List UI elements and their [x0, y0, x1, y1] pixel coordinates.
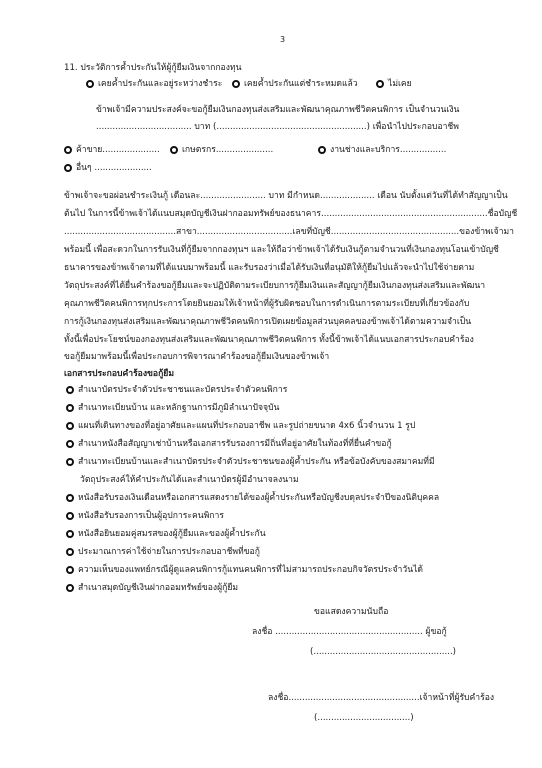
occupation-farmer[interactable]: เกษตรกร.....................	[170, 146, 273, 155]
radio-circle-icon	[66, 530, 74, 538]
page-number: 3	[280, 35, 286, 44]
radio-circle-icon	[66, 566, 74, 574]
radio-circle-icon	[66, 404, 74, 412]
radio-circle-icon	[66, 494, 74, 502]
doc-item-3[interactable]: แผนที่เดินทางของที่อยู่อาศัยและแผนที่ประกอบอาชีพ และรูปถ่ายขนาด 4x6 นิ้วจำนวน 1 รูป	[66, 422, 415, 431]
repayment-line-7: คุณภาพชีวิตคนพิการทุกประการโดยยินยอมให้เจ้าหน้าที่ผู้รับผิดชอบในการดำเนินการตามระเบียบที่เกี่ยวข้องกับ	[64, 299, 470, 309]
doc-item-9[interactable]: ประมาณการค่าใช้จ่ายในการประกอบอาชีพที่ขอกู้	[66, 548, 260, 557]
radio-circle-icon	[232, 80, 240, 88]
repayment-line-9: ทั้งนี้เพื่อประโยชน์ของกองทุนส่งเสริมและพัฒนาคุณภาพชีวิตคนพิการ ทั้งนี้ข้าพเจ้าได้แนบเอกสารประกอบคำร้อง	[64, 335, 474, 345]
radio-circle-icon	[66, 512, 74, 520]
doc-item-7[interactable]: หนังสือรับรองการเป็นผู้อุปการะคนพิการ	[66, 512, 224, 521]
documents-heading: เอกสารประกอบคำร้องขอกู้ยืม	[64, 369, 174, 379]
doc-item-11[interactable]: สำเนาสมุดบัญชีเงินฝากออมทรัพย์ของผู้กู้ยืม	[66, 584, 238, 593]
radio-circle-icon	[64, 146, 72, 154]
radio-circle-icon	[170, 146, 178, 154]
repayment-line-3: .........................................สาขา...................................เลขที่บัญชี...............................................ของข้าพเจ้ามา	[64, 227, 515, 237]
radio-circle-icon	[376, 80, 384, 88]
doc-item-5[interactable]: สำเนาทะเบียนบ้านและสำเนาบัตรประจำตัวประชาชนของผู้ค้ำประกัน หรือข้อบังคับของสมาคมที่มี	[66, 458, 435, 467]
repayment-line-4: พร้อมนี้ เพื่อสะดวกในการรับเงินที่กู้ยืมจากกองทุนฯ และให้ถือว่าข้าพเจ้าได้รับเงินกู้ตามจำนวนที่เงินกองทุนโอนเข้าบัญชี	[64, 245, 499, 255]
radio-circle-icon	[66, 422, 74, 430]
radio-circle-icon	[66, 584, 74, 592]
doc-item-5-continued: วัตถุประสงค์ให้คำประกันได้และสำเนาบัตรผู้มีอำนาจลงนาม	[80, 475, 299, 485]
radio-circle-icon	[64, 164, 72, 172]
officer-signature-line[interactable]: ลงชื่อ................................................เจ้าหน้าที่ผู้รับคำร้อง	[268, 693, 495, 703]
doc-item-10[interactable]: ความเห็นของแพทย์กรณีผู้ดูแลคนพิการกู้แทนคนพิการที่ไม่สามารถประกอบกิจวัตรประจำวันได้	[66, 566, 423, 575]
radio-circle-icon	[318, 146, 326, 154]
radio-circle-icon	[86, 80, 94, 88]
request-line-1: ข้าพเจ้ามีความประสงค์จะขอกู้ยืมเงินกองทุนส่งเสริมและพัฒนาคุณภาพชีวิตคนพิการ เป็นจำนวนเงิน	[96, 105, 460, 115]
doc-item-4[interactable]: สำเนาหนังสือสัญญาเช่าบ้านหรือเอกสารรับรองการมีถิ่นที่อยู่อาศัยในท้องที่ที่ยื่นคำขอกู้	[66, 440, 392, 449]
repayment-line-8: การกู้เงินกองทุนส่งเสริมและพัฒนาคุณภาพชีวิตคนพิการเปิดเผยข้อมูลส่วนบุคคลของข้าพเจ้าได้ตามความจำเป็น	[64, 317, 472, 327]
radio-circle-icon	[66, 440, 74, 448]
doc-item-1[interactable]: สำเนาบัตรประจำตัวประชาชนและบัตรประจำตัวคนพิการ	[66, 386, 287, 395]
borrower-name-line[interactable]: (...................................................)	[310, 647, 457, 657]
repayment-line-1: ข้าพเจ้าจะขอผ่อนชำระเงินกู้ เดือนละ........................ บาท มีกำหนด.................... เดือน นับตั้งแต่วันที่ได้ทำสัญญาเป็น	[64, 191, 508, 201]
section11-option-2[interactable]: เคยค้ำประกันแต่ชำระหมดแล้ว	[232, 80, 358, 89]
occupation-trade[interactable]: ค้าขาย.....................	[64, 146, 160, 155]
radio-circle-icon	[66, 458, 74, 466]
officer-name-line[interactable]: (..................................)	[314, 713, 414, 723]
doc-item-6[interactable]: หนังสือรับรองเงินเดือนหรือเอกสารแสดงรายได้ของผู้ค้ำประกันหรือบัญชีงบดุลประจำปีของนิติบุคคล	[66, 494, 439, 503]
request-line-2: ................................... บาท (.......................................................) เพื่อนำไปประกอบอาชีพ	[96, 122, 459, 132]
repayment-line-6: วัตถุประสงค์ที่ได้ยื่นคำร้องขอกู้ยืมและจะปฏิบัติตามระเบียบการกู้ยืมเงินและสัญญากู้ยืมเงินกองทุนส่งเสริมและพัฒนา	[64, 281, 486, 291]
section11-option-3[interactable]: ไม่เคย	[376, 80, 412, 89]
radio-circle-icon	[66, 548, 74, 556]
repayment-line-5: ธนาคารของข้าพเจ้าตามที่ได้แนบมาพร้อมนี้ และรับรองว่าเมื่อได้รับเงินที่อนุมัติให้กู้ยืมไปแล้วจะนำไปใช้จ่ายตาม	[64, 263, 475, 273]
repayment-line-10: ขอกู้ยืมมาพร้อมนี้เพื่อประกอบการพิจารณาคำร้องขอกู้ยืมเงินของข้าพเจ้า	[64, 352, 330, 362]
section11-option-1[interactable]: เคยค้ำประกันและอยู่ระหว่างชำระ	[86, 80, 222, 89]
doc-item-8[interactable]: หนังสือยินยอมคู่สมรสของผู้กู้ยืมและของผู้ค้ำประกัน	[66, 530, 266, 539]
repayment-line-2: ต้นไป ในการนี้ข้าพเจ้าได้แนบสมุดบัญชีเงินฝากออมทรัพย์ของธนาคาร.............................................................ชื่อบัญชี	[64, 209, 518, 219]
radio-circle-icon	[66, 386, 74, 394]
occupation-service[interactable]: งานช่างและบริการ.................	[318, 146, 446, 155]
doc-item-2[interactable]: สำเนาทะเบียนบ้าน และหลักฐานการมีภูมิลำเนาปัจจุบัน	[66, 404, 279, 413]
closing-text: ขอแสดงความนับถือ	[314, 607, 389, 617]
borrower-signature-line[interactable]: ลงชื่อ ...................................................... ผู้ขอกู้	[252, 627, 447, 637]
occupation-other[interactable]: อื่นๆ .....................	[64, 164, 152, 173]
section11-title: 11. ประวัติการค้ำประกันให้ผู้กู้ยืมเงินจากกองทุน	[64, 63, 242, 73]
